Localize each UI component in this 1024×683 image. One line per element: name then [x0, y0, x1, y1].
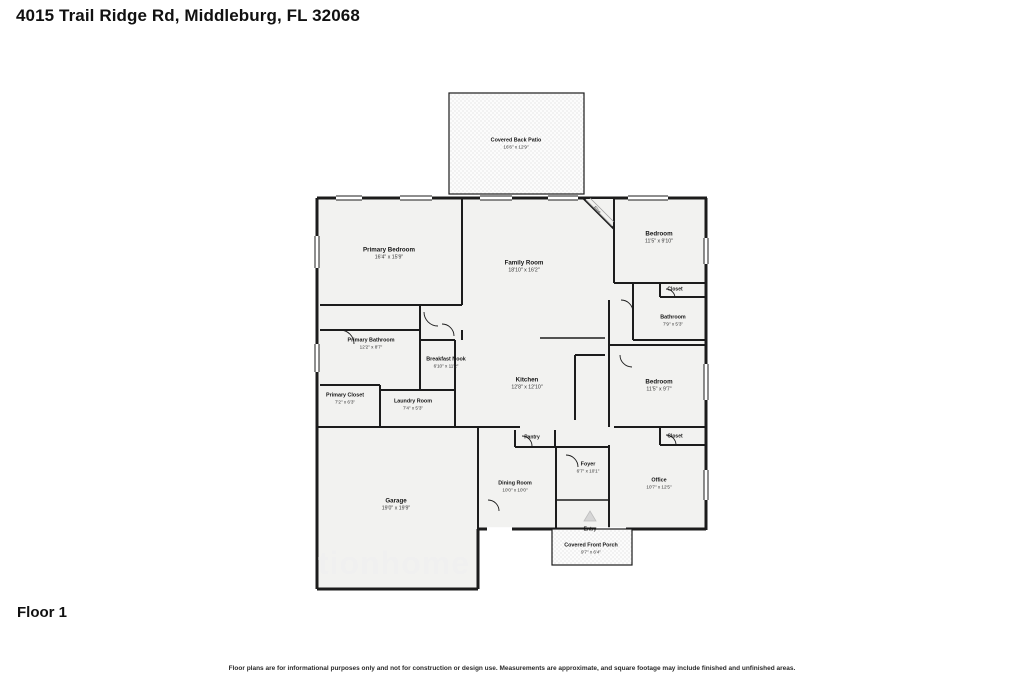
room-label-primary-closet: Primary Closet 7'2" x 6'3": [325, 392, 365, 405]
floor-label: Floor 1: [17, 604, 68, 621]
covered-back-patio-shape: [449, 93, 584, 194]
house-body-fill: [317, 197, 707, 590]
room-label-closet-south: Closet: [667, 433, 683, 440]
room-label-primary-bedroom: Primary Bedroom 16'4" x 15'9": [363, 246, 415, 261]
room-label-dining-room: Dining Room 10'0" x 10'0": [498, 480, 532, 493]
room-label-pantry: Pantry: [524, 434, 540, 441]
room-label-laundry-room: Laundry Room 7'4" x 5'3": [393, 398, 433, 411]
room-label-foyer: Foyer 6'7" x 10'1": [576, 461, 600, 474]
room-label-bedroom-north: Bedroom 11'5" x 9'10": [644, 230, 674, 245]
room-label-kitchen: Kitchen 12'8" x 12'10": [511, 376, 543, 391]
room-label-breakfast-nook: Breakfast Nook 6'10" x 11'2": [426, 356, 466, 369]
room-label-family-room: Family Room 18'10" x 16'2": [504, 259, 544, 274]
page-title: 4015 Trail Ridge Rd, Middleburg, FL 32068: [16, 6, 360, 25]
room-label-primary-bathroom: Primary Bathroom 12'2" x 8'7": [347, 337, 395, 350]
room-label-garage: Garage 19'0" x 19'9": [381, 497, 411, 512]
room-label-covered-front-porch: Covered Front Porch 9'7" x 6'4": [564, 542, 618, 555]
room-label-entry: Entry: [583, 526, 597, 533]
room-label-bedroom-south: Bedroom 11'5" x 9'7": [645, 378, 673, 393]
room-label-office: Office 10'7" x 12'5": [646, 477, 672, 490]
room-label-closet-north: Closet: [667, 286, 683, 293]
room-label-bathroom: Bathroom 7'9" x 5'3": [660, 314, 686, 327]
watermark: tionhome: [318, 545, 470, 581]
disclaimer-text: Floor plans are for informational purposes only and not for construction or design use. Measurements are approximate, and square footage may include finished and unfinished areas.: [228, 665, 796, 672]
room-label-covered-back-patio: Covered Back Patio 16'6" x 12'9": [490, 137, 542, 150]
annotation-fireplace: Fire: [592, 204, 603, 215]
covered-front-porch-shape: [552, 526, 632, 565]
